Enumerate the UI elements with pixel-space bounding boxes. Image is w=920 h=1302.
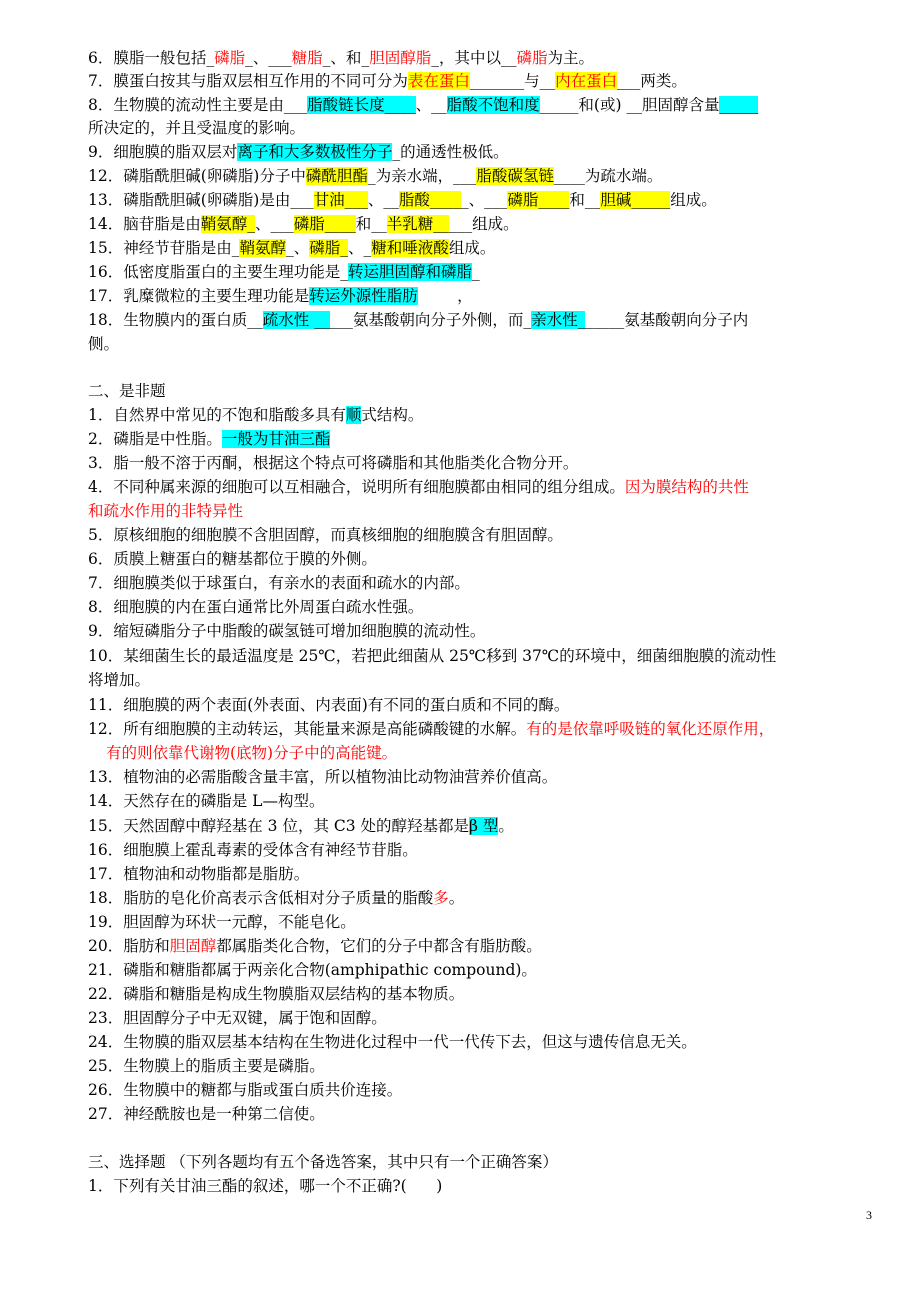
answer-text: 因为膜结构的共性 [624,478,749,496]
answer-text: 磷脂_ [309,239,349,257]
question-text: 16．低密度脂蛋白的主要生理功能是_ [88,263,348,281]
true-false-line [88,596,423,618]
fill-blank-line [88,94,758,116]
question-text: 18．生物膜内的蛋白质__ [88,311,263,329]
question-text: 式结构。 [361,406,424,424]
question-text: 侧。 [88,335,120,353]
question-text: _______与__ [469,72,556,90]
question-text: 3．脂一般不溶于丙酮，根据这个特点可将磷脂和其他脂类化合物分开。 [88,454,579,472]
answer-text: 胆固醇脂 [369,49,432,67]
true-false-line [88,935,542,957]
answer-text: 一般为甘油三酯 [221,430,331,448]
true-false-line [88,645,776,667]
answer-text: _____ [719,96,759,114]
true-false-line [88,839,418,861]
question-text: 5．原核细胞的细胞膜不含胆固醇，而真核细胞的细胞膜含有胆固醇。 [88,526,563,544]
answer-text: 亲水性_ [531,311,586,329]
answer-text: 脂酸链长度____ [307,96,416,114]
true-false-line [88,669,150,691]
question-text: _、___ [245,49,292,67]
question-text: 12．磷脂酰胆碱(卵磷脂)分子中 [88,167,306,185]
question-text: 17．乳糜微粒的主要生理功能是 [88,287,310,305]
question-text: 组成。 [448,239,496,257]
question-text: 7．细胞膜类似于球蛋白，有亲水的表面和疏水的内部。 [88,574,470,592]
question-text: 14．天然存在的磷脂是 L—构型。 [88,792,325,810]
question-text: 24．生物膜的脂双层基本结构在生物进化过程中一代一代传下去，但这与遗传信息无关。 [88,1033,697,1051]
question-text: _，其中以__ [431,49,517,67]
question-text: 6．质膜上糖蛋白的糖基都位于膜的外侧。 [88,550,377,568]
answer-text: 脂酸____ [398,191,461,209]
true-false-line [88,452,578,474]
fill-blank-line [88,117,305,139]
true-false-line [88,911,356,933]
true-false-line [106,742,397,764]
answer-text: 脂酸不饱和度 [446,96,540,114]
answer-text: 磷脂____ [293,215,356,233]
answer-text: 鞘氨醇 [239,239,286,257]
true-false-line [88,428,330,450]
fill-blank-line [88,237,495,259]
true-false-line [88,1055,325,1077]
answer-text: 糖脂 [291,49,323,67]
question-text: ， [417,287,473,305]
true-false-line [88,404,423,426]
question-text: 18．脂肪的皂化价高表示含低相对分子质量的脂酸 [88,889,434,907]
question-text: ____为疏水端。 [553,167,663,185]
question-text: 。 [448,889,465,907]
answer-text: 表在蛋白 [407,72,470,90]
question-text: 、__ [415,96,447,114]
question-text: 9．缩短磷脂分子中脂酸的碳氢链可增加细胞膜的流动性。 [88,622,486,640]
question-text: 23．胆固醇分子中无双键，属于饱和固醇。 [88,1009,387,1027]
true-false-line [88,620,485,642]
true-false-line [88,887,464,909]
question-text: 26．生物膜中的糖都与脂或蛋白质共价连接。 [88,1081,403,1099]
true-false-line [88,718,774,740]
true-false-line [88,694,569,716]
fill-blank-line [88,70,687,92]
question-text: 12．所有细胞膜的主动转运，其能量来源是高能磷酸键的水解。 [88,720,527,738]
question-text: ___组成。 [448,215,519,233]
question-text: 9．细胞膜的脂双层对 [88,143,238,161]
question-text: 2．磷脂是中性脂。 [88,430,222,448]
true-false-line [88,790,324,812]
question-text: 13．磷脂酰胆碱(卵磷脂)是由___ [88,191,314,209]
question-text: 8．细胞膜的内在蛋白通常比外周蛋白疏水性强。 [88,598,424,616]
question-text: _____氨基酸朝向分子内 [585,311,749,329]
answer-text: 半乳糖__ [386,215,449,233]
question-text: 16．细胞膜上霍乱毒素的受体含有神经节苷脂。 [88,841,418,859]
answer-text: 内在蛋白 [555,72,618,90]
question-text: ___氨基酸朝向分子外侧，而_ [329,311,532,329]
true-false-line [88,524,563,546]
true-false-line [88,1007,387,1029]
question-text: _、___ [460,191,508,209]
question-text: 4．不同种属来源的细胞可以互相融合，说明所有细胞膜都由相同的组分组成。 [88,478,625,496]
question-text: _、 [286,239,310,257]
question-text: 13．植物油的必需脂酸含量丰富，所以植物油比动物油营养价值高。 [88,768,558,786]
question-text: 和__ [355,215,387,233]
fill-blank-line [88,333,119,355]
question-text: 所决定的，并且受温度的影响。 [88,119,306,137]
question-text: 25．生物膜上的脂质主要是磷脂。 [88,1057,325,1075]
multiple-choice-line [88,1175,442,1197]
true-false-line [88,863,309,885]
question-text: 都属脂类化合物，它们的分子中都含有脂肪酸。 [216,937,542,955]
answer-text: 糖和唾液酸 [371,239,449,257]
true-false-heading: 二、是非题 [88,382,166,400]
question-text: 22．磷脂和糖脂是构成生物膜脂双层结构的基本物质。 [88,985,465,1003]
question-text: 。 [498,817,514,835]
question-text: 6．膜脂一般包括_ [88,49,215,67]
question-text: 7．膜蛋白按其与脂双层相互作用的不同可分为 [88,72,408,90]
true-false-line [88,476,749,498]
question-text: _ [472,263,480,281]
question-text: 15．天然固醇中醇羟基在 3 位，其 C3 处的醇羟基都是 [88,817,470,835]
true-false-line [88,983,464,1005]
question-text: 19．胆固醇为环状一元醇，不能皂化。 [88,913,356,931]
fill-blank-line [88,189,717,211]
true-false-line [88,1103,325,1125]
answer-text: 鞘氨醇_ [200,215,255,233]
question-text: 27．神经酰胺也是一种第二信使。 [88,1105,325,1123]
fill-blank-line [88,309,748,331]
true-false-line [88,500,243,522]
question-text: 14．脑苷脂是由 [88,215,201,233]
fill-blank-line [88,285,473,307]
question-text: 、_ [348,239,372,257]
answer-text: 磷脂 [516,49,548,67]
page-number: 3 [866,1208,872,1222]
question-text: _____和(或) __胆固醇含量 [539,96,720,114]
true-false-line [88,815,514,837]
question-text: 将增加。 [88,671,151,689]
true-false-line [88,959,537,981]
answer-text: 多 [433,889,449,907]
fill-blank-line [88,165,662,187]
fill-blank-line [88,213,519,235]
answer-text: 转运外源性脂肪 [309,287,418,305]
question-text: 1．下列有关甘油三酯的叙述，哪一个不正确?( ) [88,1177,443,1195]
answer-text: 疏水性 __ [262,311,330,329]
answer-text: β 型 [469,817,499,835]
question-text: 11．细胞膜的两个表面(外表面、内表面)有不同的蛋白质和不同的酶。 [88,696,570,714]
question-text: 为主。 [547,49,594,67]
question-text: 21．磷脂和糖脂都属于两亲化合物(amphipathic compound)。 [88,961,537,979]
question-text: 20．脂肪和 [88,937,170,955]
answer-text: 磷酰胆酯 [305,167,368,185]
true-false-line [88,548,377,570]
answer-text: 转运胆固醇和磷脂 [347,263,472,281]
answer-text: 顺 [345,406,362,424]
answer-text: 脂酸碳氢链 [476,167,554,185]
answer-text: 胆固醇 [169,937,217,955]
question-text: 17．植物油和动物脂都是脂肪。 [88,865,310,883]
answer-text: 和疏水作用的非特异性 [88,502,244,520]
answer-text: 胆碱_____ [600,191,671,209]
question-text: _为亲水端，___ [367,167,477,185]
answer-text: 甘油___ [313,191,368,209]
answer-text: 有的则依靠代谢物(底物)分子中的高能键。 [106,744,398,762]
fill-blank-line [88,47,594,69]
question-text: 和__ [569,191,601,209]
question-text: 组成。 [670,191,717,209]
question-text: 、__ [367,191,399,209]
fill-blank-line [88,261,480,283]
question-text: 、___ [255,215,294,233]
true-false-line [88,1031,697,1053]
true-false-line [88,572,470,594]
true-false-line [88,1079,402,1101]
question-text: 15．神经节苷脂是由_ [88,239,240,257]
question-text: 1．自然界中常见的不饱和脂酸多具有 [88,406,346,424]
question-text: 10．某细菌生长的最适温度是 25℃，若把此细菌从 25℃移到 37℃的环境中，细菌细胞膜的流动性 [88,647,777,665]
true-false-line [88,766,557,788]
question-text: _的通透性极低。 [392,143,509,161]
answer-text: 磷脂 [214,49,246,67]
question-text: ___两类。 [617,72,687,90]
fill-blank-line [88,141,509,163]
question-text: _、和_ [322,49,370,67]
answer-text: 磷脂____ [507,191,570,209]
question-text: 8．生物膜的流动性主要是由___ [88,96,308,114]
answer-text: 离子和大多数极性分子 [237,143,393,161]
answer-text: 有的是依靠呼吸链的氧化还原作用， [526,720,775,738]
multiple-choice-heading: 三、选择题 （下列各题均有五个备选答案，其中只有一个正确答案） [88,1153,558,1171]
